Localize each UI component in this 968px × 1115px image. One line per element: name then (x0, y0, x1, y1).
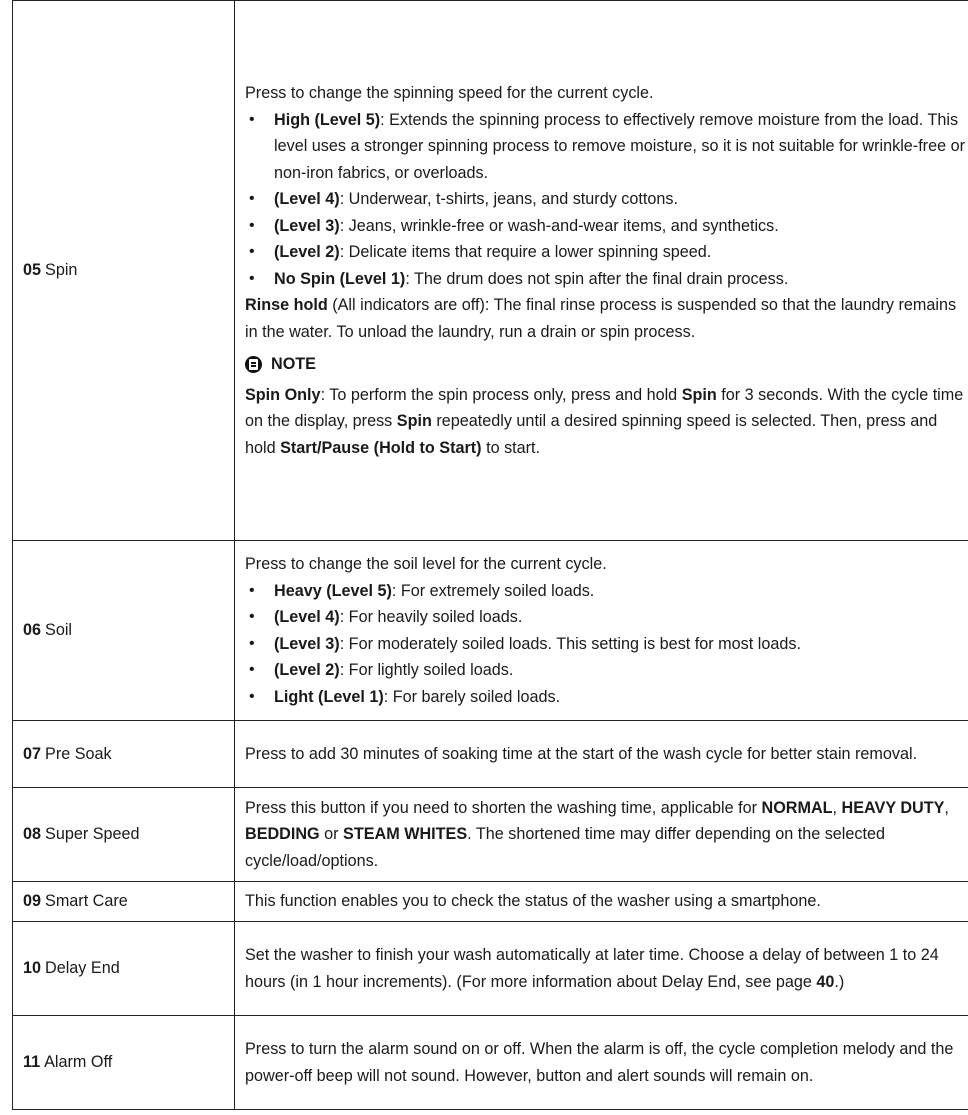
description-text (245, 795, 968, 875)
bullet-list (245, 107, 968, 293)
plain-text: , (832, 798, 842, 817)
row-number: 10 (23, 959, 42, 978)
note-plain: : To perform the spin process only, press and hold (320, 385, 682, 404)
list-item (245, 604, 968, 631)
row-label-spin (13, 1, 235, 541)
bullet-text: : Jeans, wrinkle-free or wash-and-wear items, and synthetics. (339, 216, 779, 235)
description-text: Press to add 30 minutes of soaking time at the start of the wash cycle for better stain removal. (245, 744, 918, 763)
table-row (13, 1016, 968, 1110)
bullet-text: : The drum does not spin after the final drain process. (405, 269, 789, 288)
row-number: 08 (23, 825, 42, 844)
row-description-alarm-off (235, 1016, 968, 1110)
bullet-text: : Delicate items that require a lower spinning speed. (339, 243, 712, 261)
bullet-term: (Level 2) (274, 661, 340, 679)
bullet-text: : For barely soiled loads. (383, 687, 561, 706)
page-reference: 40 (816, 972, 835, 991)
bullet-term: (Level 4) (274, 608, 340, 626)
cycle-name: BEDDING (245, 825, 320, 844)
bullet-term: (Level 3) (274, 634, 340, 653)
table-row (13, 721, 968, 788)
cycle-name: STEAM WHITES (343, 825, 468, 844)
row-number: 07 (23, 744, 42, 763)
bullet-text: : Underwear, t-shirts, jeans, and sturdy cottons. (339, 190, 678, 208)
table-row (13, 922, 968, 1016)
plain-text: , (944, 798, 949, 817)
description-intro: Press to change the spinning speed for the current cycle. (245, 84, 654, 102)
bullet-text: : For extremely soiled loads. (391, 581, 595, 600)
row-number: 11 (23, 1053, 41, 1072)
plain-text: Press this button if you need to shorten the washing time, applicable for (245, 798, 762, 817)
bullet-list (245, 578, 968, 711)
list-item (245, 657, 968, 684)
bullet-term: (Level 2) (274, 243, 340, 261)
plain-text: .) (834, 972, 845, 991)
row-label-super-speed (13, 788, 235, 882)
cycle-name: HEAVY DUTY (841, 798, 945, 817)
rinse-hold-text: (All indicators are off): The final rinse process is suspended so that the laundry remains in the water. To unload the laundry, run a drain or spin process. (245, 296, 957, 341)
note-text (245, 382, 968, 462)
bullet-text: : For lightly soiled loads. (339, 661, 514, 679)
bullet-term: (Level 3) (274, 216, 340, 235)
row-description-soil (235, 541, 968, 721)
row-description-spin (235, 1, 968, 541)
rinse-hold-paragraph (245, 292, 968, 345)
bullet-term: No Spin (Level 1) (274, 269, 406, 288)
bullet-term: Light (Level 1) (274, 687, 384, 706)
bullet-text: : For heavily soiled loads. (339, 608, 523, 626)
description-text: This function enables you to check the status of the washer using a smartphone. (245, 892, 821, 911)
row-label-delay-end (13, 922, 235, 1016)
row-title: Smart Care (45, 892, 128, 911)
controls-table (12, 0, 968, 1110)
list-item (245, 631, 968, 658)
list-item (245, 239, 968, 266)
row-number: 09 (23, 892, 42, 911)
plain-text: Set the washer to finish your wash automatically at later time. Choose a delay of between 1 to 24 hours (in 1 hour increments). (For more information about Delay End, see page (245, 946, 939, 991)
row-title: Soil (45, 621, 73, 640)
row-label-alarm-off (13, 1016, 235, 1110)
row-label-pre-soak (13, 721, 235, 788)
note-bold: Spin (396, 412, 432, 430)
row-title: Pre Soak (45, 744, 112, 763)
cycle-name: NORMAL (761, 798, 833, 817)
table-row (13, 541, 968, 721)
rinse-hold-term: Rinse hold (245, 296, 328, 314)
row-description-super-speed (235, 788, 968, 882)
row-number: 06 (23, 621, 42, 640)
bullet-term: (Level 4) (274, 190, 340, 208)
list-item (245, 107, 968, 187)
table-row (13, 882, 968, 922)
table-row (13, 788, 968, 882)
row-description-pre-soak (235, 721, 968, 788)
row-label-soil (13, 541, 235, 721)
note-plain: for 3 seconds. With the cycle time on the display, press (245, 385, 964, 430)
bullet-term: High (Level 5) (274, 110, 381, 129)
bullet-term: Heavy (Level 5) (274, 581, 392, 600)
list-item (245, 213, 968, 240)
row-label-smart-care (13, 882, 235, 922)
note-bold: Spin (681, 385, 717, 404)
row-title: Delay End (45, 959, 120, 978)
row-title: Alarm Off (44, 1053, 113, 1072)
row-description-delay-end (235, 922, 968, 1016)
list-item (245, 578, 968, 605)
note-bold: Spin Only (245, 385, 321, 404)
row-title: Spin (45, 261, 78, 280)
table-row (13, 1, 968, 541)
note-bold: Start/Pause (Hold to Start) (280, 438, 482, 457)
list-item (245, 186, 968, 213)
row-title: Super Speed (45, 825, 140, 844)
note-title: NOTE (271, 355, 316, 373)
description-intro: Press to change the soil level for the current cycle. (245, 555, 607, 573)
list-item (245, 684, 968, 711)
note-icon (245, 356, 262, 373)
row-number: 05 (23, 261, 42, 280)
bullet-text: : For moderately soiled loads. This setting is best for most loads. (339, 634, 801, 653)
plain-text: . The shortened time may differ depending on the selected cycle/load/options. (245, 825, 886, 870)
note-plain: to start. (481, 438, 541, 457)
description-text (245, 942, 968, 995)
plain-text: or (319, 825, 344, 844)
note-plain: repeatedly until a desired spinning speed is selected. Then, press and hold (245, 412, 938, 457)
list-item (245, 266, 968, 293)
row-description-smart-care (235, 882, 968, 922)
bullet-text: : Extends the spinning process to effectively remove moisture from the load. This level uses a stronger spinning process to remove moisture, so it is not suitable for wrinkle-free or non-iron fabrics, or overloads. (274, 110, 965, 182)
description-text: Press to turn the alarm sound on or off. When the alarm is off, the cycle completion melody and the power-off beep will not sound. However, button and alert sounds will remain on. (245, 1040, 954, 1085)
note-heading (245, 351, 968, 378)
